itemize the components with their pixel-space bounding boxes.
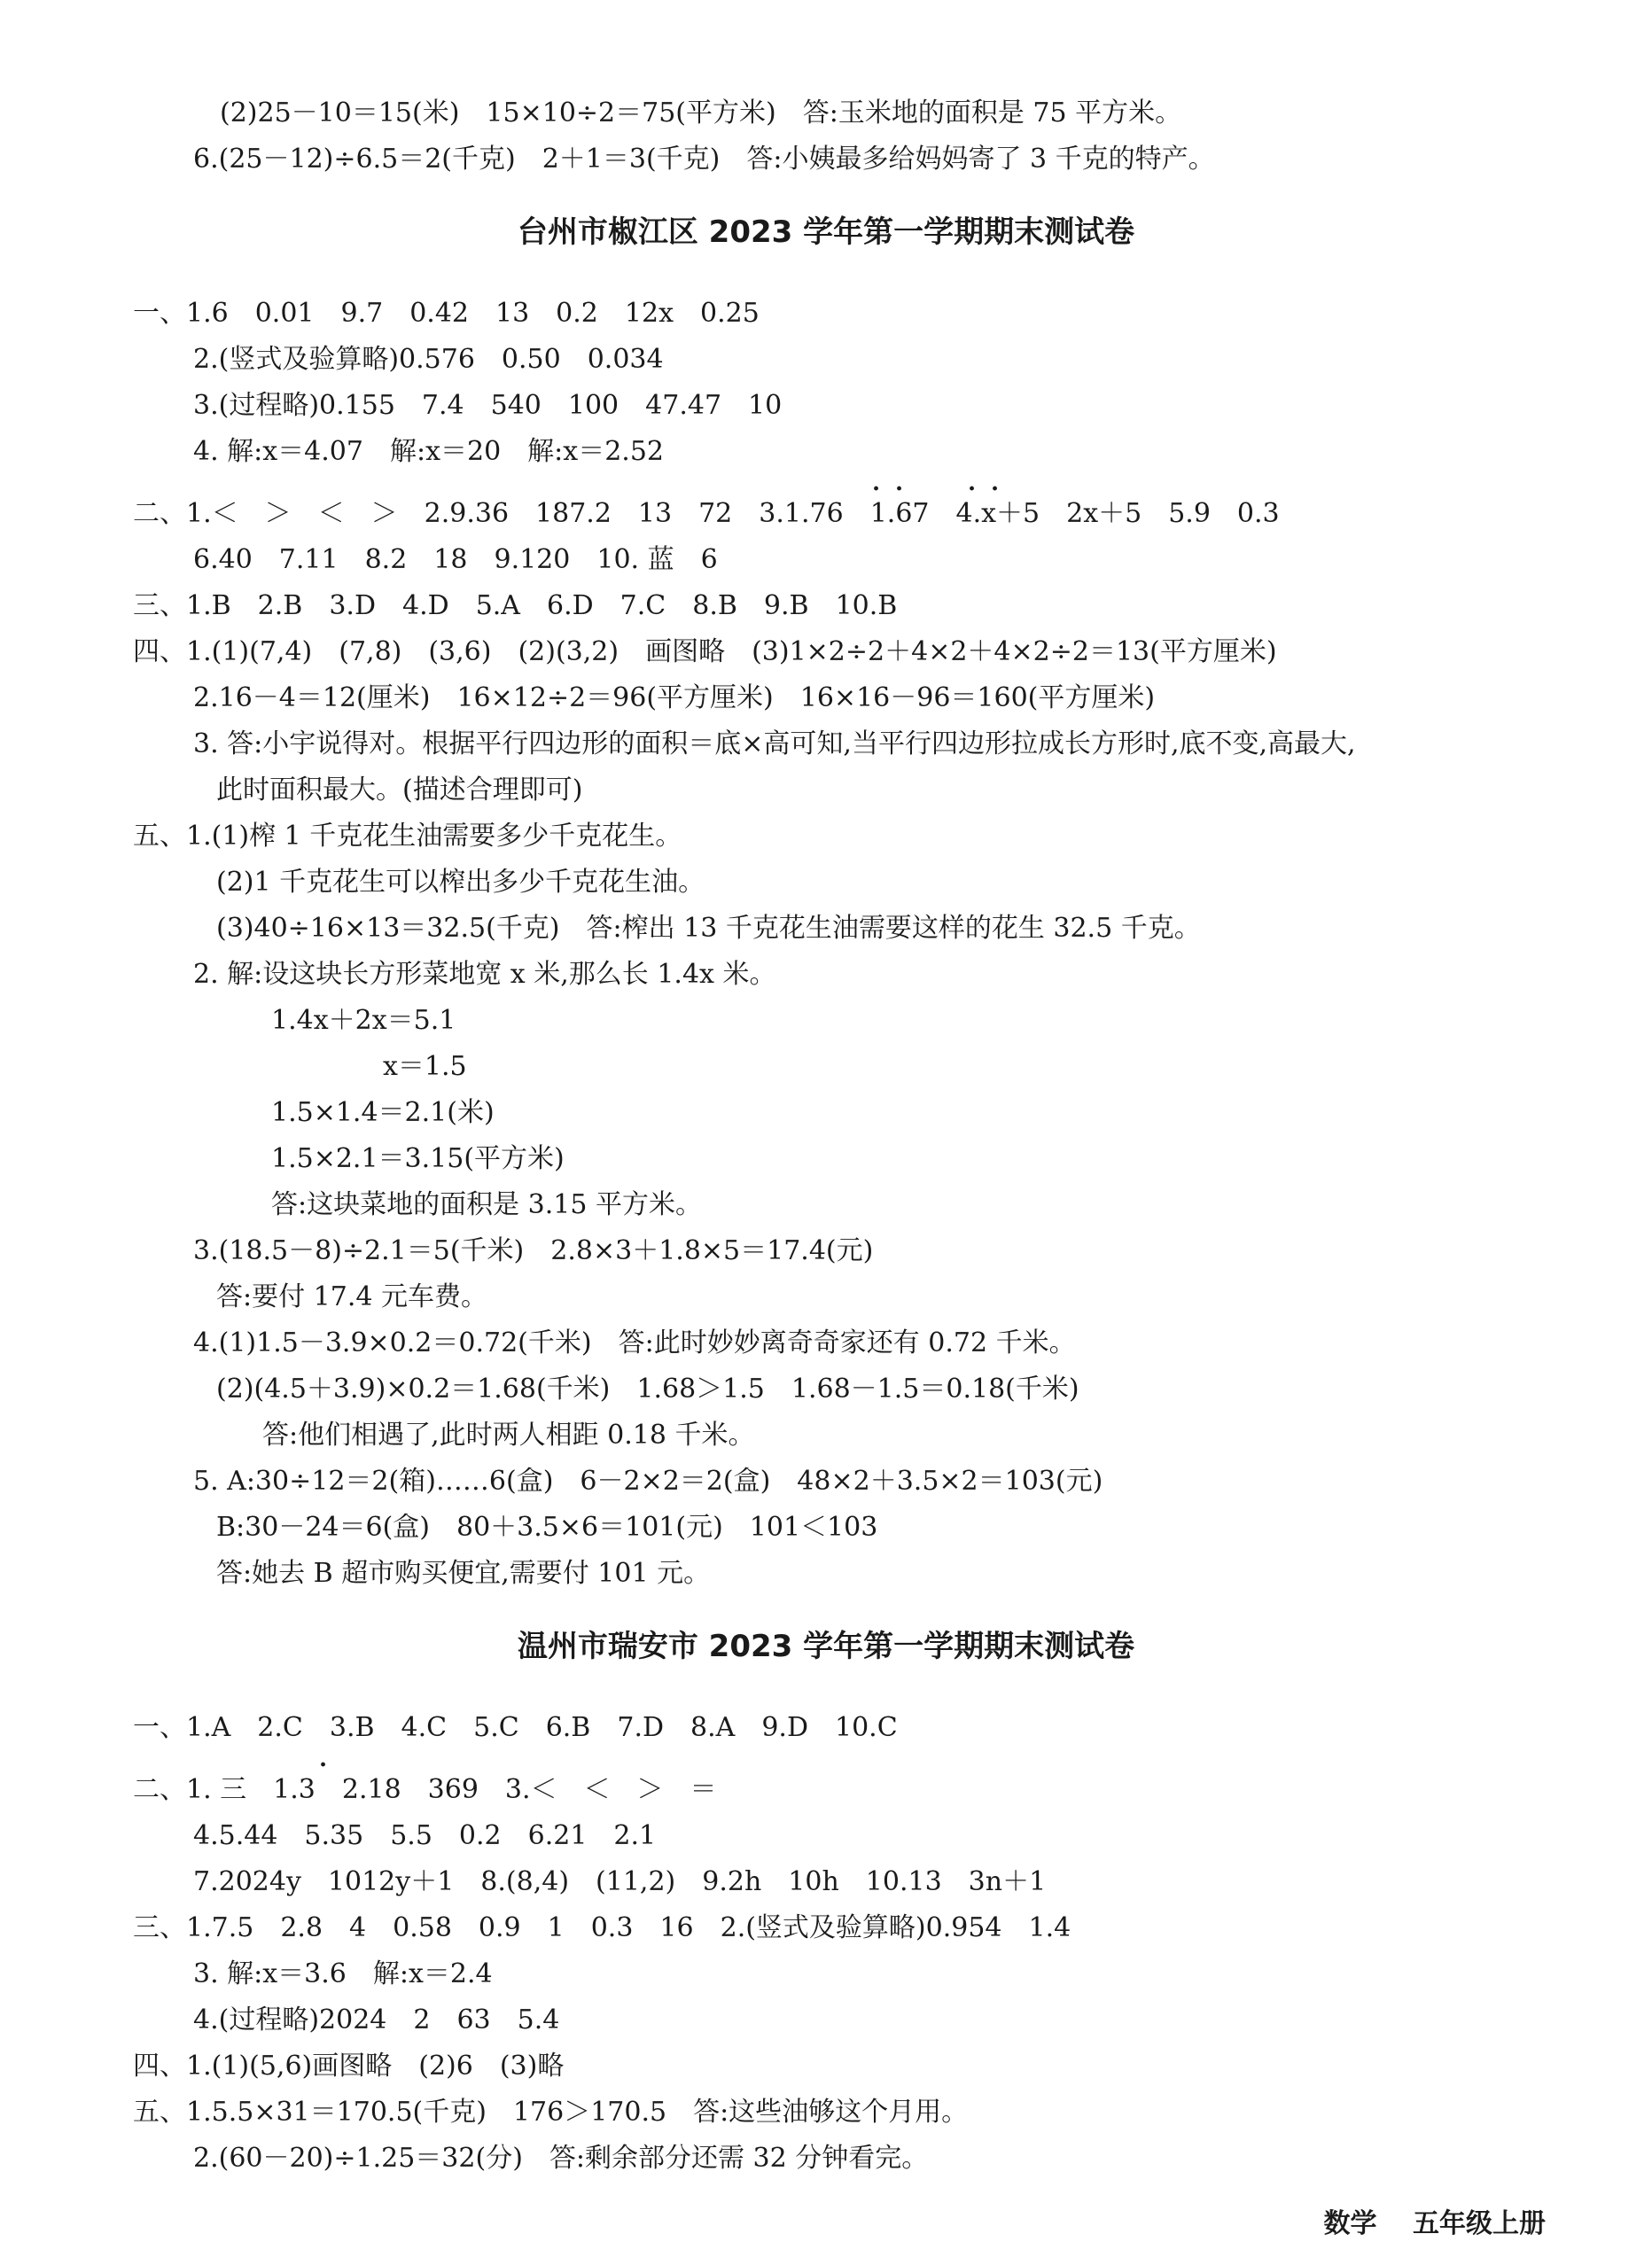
text-line: 此时面积最大。(描述合理即可) (216, 774, 583, 806)
page-footer (1297, 2207, 1546, 2242)
text-line: 四、1.(1)(5,6)画图略 (2)6 (3)略 (133, 2051, 565, 2082)
text-line: 1.4x＋2x＝5.1 (271, 1005, 456, 1036)
text-line: 2.16－4＝12(厘米) 16×12÷2＝96(平方厘米) 16×16－96＝160(平方厘米) (193, 682, 1156, 713)
text-line: 五、1.5.5×31＝170.5(千克) 176＞170.5 答:这些油够这个月用。 (133, 2097, 969, 2128)
repeating-dot-mark: · (872, 476, 881, 502)
text-line: 答:他们相遇了,此时两人相距 0.18 千米。 (262, 1420, 755, 1451)
repeating-dot-mark: · (991, 476, 1000, 502)
section-title: 温州市瑞安市 2023 学年第一学期期末测试卷 (517, 1629, 1135, 1664)
section-title: 台州市椒江区 2023 学年第一学期期末测试卷 (517, 214, 1135, 250)
text-line: 二、1. 三 1.3 2.18 369 3.＜ ＜ ＞ ＝ (133, 1774, 717, 1805)
text-line: 三、1.B 2.B 3.D 4.D 5.A 6.D 7.C 8.B 9.B 10.B (133, 590, 898, 621)
text-line: 3. 解:x＝3.6 解:x＝2.4 (193, 1958, 493, 1989)
text-line: 5. A:30÷12＝2(箱)……6(盒) 6－2×2＝2(盒) 48×2＋3.5×2＝103(元) (193, 1466, 1103, 1497)
text-line: 4.(过程略)2024 2 63 5.4 (193, 2004, 560, 2035)
text-line: 6.(25－12)÷6.5＝2(千克) 2＋1＝3(千克) 答:小姨最多给妈妈寄了 3 千克的特产。 (193, 144, 1215, 175)
text-line: 2. 解:设这块长方形菜地宽 x 米,那么长 1.4x 米。 (193, 959, 776, 990)
text-line: 一、1.6 0.01 9.7 0.42 13 0.2 12x 0.25 (133, 298, 760, 329)
text-line: 二、1.＜ ＞ ＜ ＞ 2.9.36 187.2 13 72 3.1.76 1.67 4.x＋5 2x＋5 5.9 0.3 (133, 498, 1280, 529)
text-line: 1.5×1.4＝2.1(米) (271, 1097, 495, 1128)
text-line: 6.40 7.11 8.2 18 9.120 10. 蓝 6 (193, 544, 718, 575)
text-line: (2)1 千克花生可以榨出多少千克花生油。 (216, 867, 705, 898)
text-line: 4.5.44 5.35 5.5 0.2 6.21 2.1 (193, 1820, 657, 1851)
text-line: (3)40÷16×13＝32.5(千克) 答:榨出 13 千克花生油需要这样的花生 32.5 千克。 (216, 913, 1201, 944)
text-line: 4. 解:x＝4.07 解:x＝20 解:x＝2.52 (193, 436, 665, 467)
repeating-dot-mark: · (968, 476, 977, 502)
text-line: (2)25－10＝15(米) 15×10÷2＝75(平方米) 答:玉米地的面积是 75 平方米。 (220, 97, 1182, 128)
text-line: 3.(18.5－8)÷2.1＝5(千米) 2.8×3＋1.8×5＝17.4(元) (193, 1235, 874, 1266)
text-line: 三、1.7.5 2.8 4 0.58 0.9 1 0.3 16 2.(竖式及验算略)0.954 1.4 (133, 1912, 1071, 1943)
text-line: 2.(竖式及验算略)0.576 0.50 0.034 (193, 344, 664, 375)
text-line: 3. 答:小宇说得对。根据平行四边形的面积＝底×高可知,当平行四边形拉成长方形时,底不变,高最大, (193, 728, 1356, 759)
text-line: 四、1.(1)(7,4) (7,8) (3,6) (2)(3,2) 画图略 (3)1×2÷2＋4×2＋4×2÷2＝13(平方厘米) (133, 636, 1277, 667)
text-line: 2.(60－20)÷1.25＝32(分) 答:剩余部分还需 32 分钟看完。 (193, 2143, 929, 2174)
text-line: 7.2024y 1012y＋1 8.(8,4) (11,2) 9.2h 10h 10.13 3n＋1 (193, 1866, 1047, 1897)
footer-grade: 五年级上册 (1413, 2208, 1546, 2239)
text-line: 1.5×2.1＝3.15(平方米) (271, 1143, 565, 1174)
repeating-dot-mark: · (895, 476, 904, 502)
text-line: x＝1.5 (383, 1051, 467, 1082)
text-line: 一、1.A 2.C 3.B 4.C 5.C 6.B 7.D 8.A 9.D 10.C (133, 1712, 898, 1743)
footer-subject: 数学 (1323, 2208, 1377, 2239)
text-line: 4.(1)1.5－3.9×0.2＝0.72(千米) 答:此时妙妙离奇奇家还有 0.72 千米。 (193, 1327, 1076, 1358)
text-line: 五、1.(1)榨 1 千克花生油需要多少千克花生。 (133, 821, 682, 852)
repeating-dot-mark: · (319, 1752, 328, 1779)
text-line: 答:要付 17.4 元车费。 (216, 1281, 487, 1312)
text-line: 答:这块菜地的面积是 3.15 平方米。 (271, 1189, 702, 1220)
text-line: 3.(过程略)0.155 7.4 540 100 47.47 10 (193, 390, 783, 421)
text-line: B:30－24＝6(盒) 80＋3.5×6＝101(元) 101＜103 (216, 1512, 878, 1543)
text-line: (2)(4.5＋3.9)×0.2＝1.68(千米) 1.68＞1.5 1.68－1.5＝0.18(千米) (216, 1374, 1079, 1405)
text-line: 答:她去 B 超市购买便宜,需要付 101 元。 (216, 1558, 711, 1589)
